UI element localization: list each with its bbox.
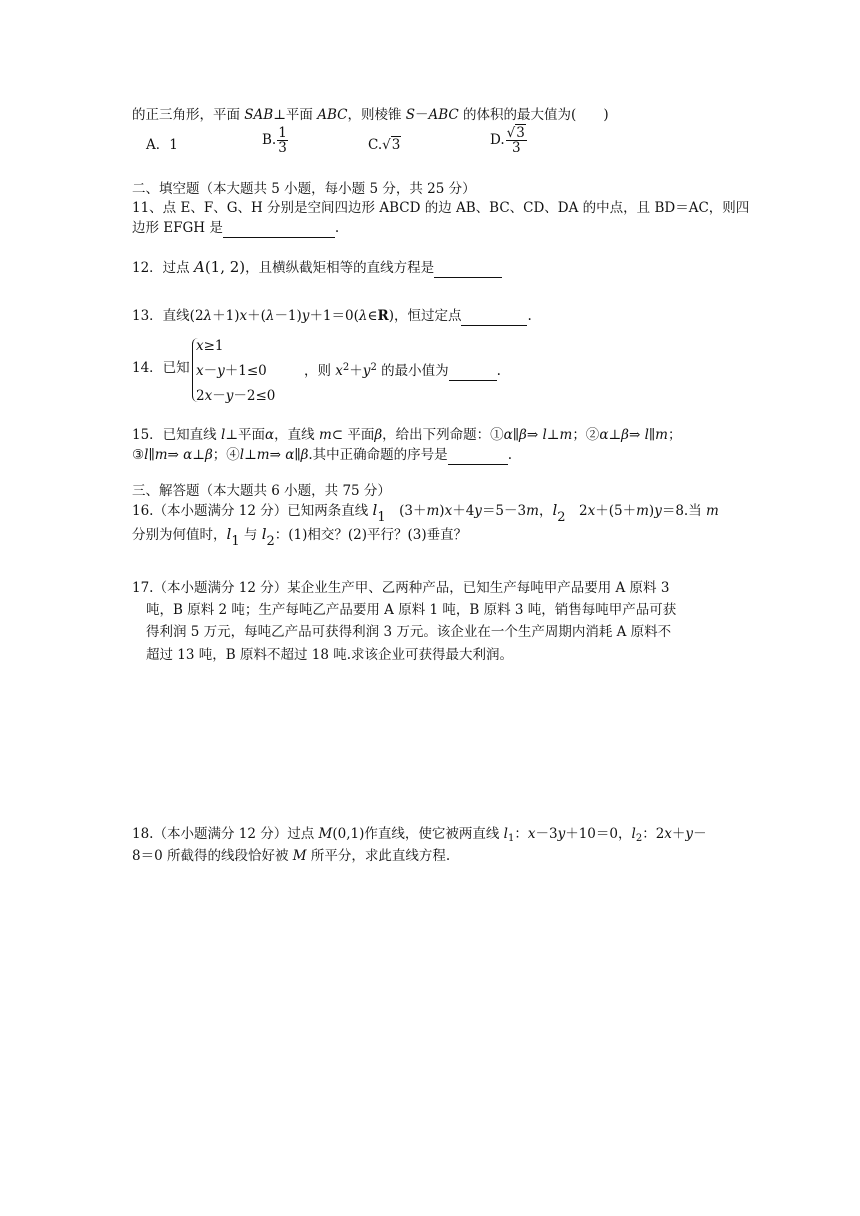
q16-line2: 分别为何值时，l1 与 l2：(1)相交？(2)平行？(3)垂直？: [132, 525, 468, 549]
q15-line1: 15．已知直线 l⊥平面α，直线 m⊂ 平面β，给出下列命题：①α∥β⇒ l⊥m；②α⊥β⇒ l∥m；: [132, 427, 682, 443]
q17-line3: 得利润 5 万元，每吨乙产品可获得利润 3 万元。该企业在一个生产周期内消耗 A 原料不: [146, 624, 672, 640]
q16-line1: 16.（本小题满分 12 分）已知两条直线 l1 (3＋m)x＋4y＝5－3m，l2 2x＋(5＋m)y＝8.当 m: [132, 501, 719, 525]
answer-blank[interactable]: [434, 259, 502, 278]
q15-line2: ③l∥m⇒ α⊥β；④l⊥m⇒ α∥β.其中正确命题的序号是 .: [132, 447, 512, 463]
q10-option-d: D. $\frac{√3}{3}$: [490, 125, 525, 156]
q18-line2: 8＝0 所截得的线段恰好被 M 所平分，求此直线方程.: [132, 848, 451, 864]
answer-blank[interactable]: [461, 307, 527, 326]
q10-stem: 的正三角形，平面 SAB⊥平面 ABC，则棱锥 S－ABC 的体积的最大值为( ): [132, 107, 609, 123]
q17-line1: 17.（本小题满分 12 分）某企业生产甲、乙两种产品，已知生产每吨甲产品要用 A 原料 3: [132, 580, 670, 596]
fraction: $\frac{√3}{3}$: [506, 125, 525, 156]
fraction: $\frac{1}{3}$: [278, 125, 287, 156]
q10-option-c: C.√3: [368, 137, 401, 153]
section-solution-heading: 三、解答题（本大题共 6 小题，共 75 分）: [132, 483, 391, 499]
answer-blank[interactable]: [223, 219, 335, 238]
section-fill-blank-heading: 二、填空题（本大题共 5 小题，每小题 5 分，共 25 分）: [132, 181, 476, 197]
q14-constraint-2: x－y＋1≤0: [196, 363, 267, 379]
q17-line4: 超过 13 吨，B 原料不超过 18 吨.求该企业可获得最大利润。: [146, 647, 514, 663]
answer-blank[interactable]: [448, 446, 508, 465]
q14-tail: ，则 $x^2+y^2$ 的最小值为 .: [304, 362, 501, 379]
q13: 13．直线(2λ＋1)x＋(λ－1)y＋1＝0(λ∈R)，恒过定点 .: [132, 308, 532, 324]
q14-constraint-3: 2x－y－2≤0: [196, 388, 276, 404]
q17-line2: 吨，B 原料 2 吨；生产每吨乙产品要用 A 原料 1 吨，B 原料 3 吨，销售每吨甲产品可获: [146, 602, 677, 618]
q10-option-b: B. $\frac{1}{3}$: [262, 125, 287, 156]
q12: 12．过点 A(1, 2)，且横纵截矩相等的直线方程是: [132, 258, 502, 278]
q11-line2: 边形 EFGH 是 .: [132, 220, 340, 236]
q10-option-a: A．1: [146, 137, 178, 153]
q11-line1: 11、点 E、F、G、H 分别是空间四边形 ABCD 的边 AB、BC、CD、DA 的中点，且 BD＝AC，则四: [132, 200, 750, 216]
q14-lead: 14．已知: [132, 360, 190, 376]
q14-constraint-1: x≥1: [196, 338, 224, 354]
q18-line1: 18.（本小题满分 12 分）过点 M(0,1)作直线，使它被两直线 $l_1$：x－3y＋10＝0，$l_2$：2x＋y－: [132, 826, 707, 844]
answer-blank[interactable]: [449, 362, 497, 381]
